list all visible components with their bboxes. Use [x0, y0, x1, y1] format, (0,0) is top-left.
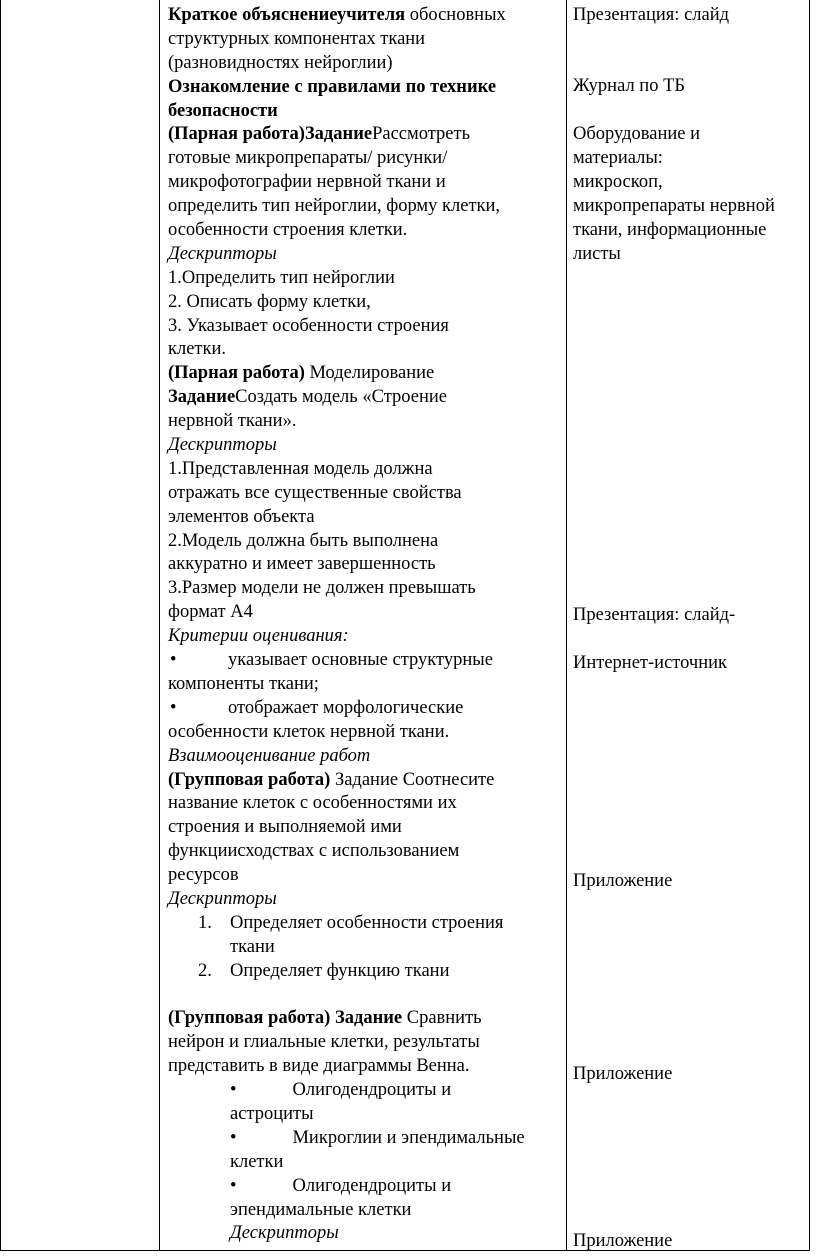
text-line: название клеток с особенностями их — [168, 793, 457, 814]
safety-heading: Ознакомление с правилами по технике — [168, 76, 497, 97]
resource-equipment: материалы: — [573, 148, 663, 168]
descriptor-item: аккуратно и имеет завершенность — [168, 554, 436, 575]
descriptor-item: 1.Представленная модель должна — [168, 458, 433, 479]
descriptor-item: 1.Определить тип нейроглии — [168, 267, 395, 288]
resource-presentation: Презентация: слайд — [573, 5, 730, 25]
descriptor-item: отражать все существенные свойства — [168, 482, 462, 503]
pair-work-task-2-line: ЗаданиеСоздать модель «Строение — [168, 387, 447, 408]
resource-equipment: микропрепараты нервной — [573, 196, 775, 216]
teacher-explanation: Краткое объяснениеучителя обосновных — [168, 5, 506, 25]
resource-equipment: микроскоп, — [573, 172, 663, 192]
criteria-item: • отображает морфологические — [168, 697, 562, 721]
resource-equipment: Оборудование и — [573, 124, 701, 144]
resource-appendix: Приложение — [573, 1231, 673, 1251]
column-divider-1 — [159, 0, 160, 1250]
descriptors-heading: Дескрипторы — [230, 1223, 339, 1244]
text-line: эпендимальные клетки — [230, 1199, 412, 1220]
descriptors-heading: Дескрипторы — [168, 435, 277, 456]
descriptor-item: элементов объекта — [168, 506, 315, 527]
text-line: астроциты — [230, 1103, 314, 1124]
text-line: строения и выполняемой ими — [168, 817, 402, 838]
descriptor-item: 2. Описать форму клетки, — [168, 291, 371, 312]
text-line: компоненты ткани; — [168, 673, 319, 694]
criteria-heading: Критерии оценивания: — [168, 626, 349, 647]
resource-appendix: Приложение — [573, 871, 673, 891]
blank-line — [168, 984, 562, 1008]
criteria-item: • указывает основные структурные — [168, 649, 562, 673]
descriptor-item: 3.Размер модели не должен превышать — [168, 578, 476, 599]
text-line: определить тип нейроглии, форму клетки, — [168, 196, 501, 217]
resource-internet: Интернет-источник — [573, 653, 727, 673]
venn-item: • Микроглии и эпендимальные — [230, 1127, 525, 1148]
text-line: (разновидностях нейроглии) — [168, 52, 393, 73]
descriptor-item: 2.Модель должна быть выполнена — [168, 530, 439, 551]
text-line: функциисходствах с использованием — [168, 841, 460, 862]
resource-presentation-2: Презентация: слайд- — [573, 605, 736, 625]
descriptors-heading: Дескрипторы — [168, 888, 277, 909]
text-line: готовые микропрепараты/ рисунки/ — [168, 148, 448, 169]
numbered-descriptor: 1. Определяет особенности строения — [198, 912, 504, 933]
peer-assessment: Взаимооценивание работ — [168, 745, 371, 766]
text-line: нервной ткани». — [168, 411, 297, 432]
safety-heading-cont: безопасности — [168, 100, 278, 121]
bullet: • — [170, 650, 177, 671]
table-border-left — [0, 0, 1, 1250]
text-line: представить в виде диаграммы Венна. — [168, 1056, 470, 1077]
pair-work-task-2: (Парная работа) Моделирование — [168, 363, 435, 384]
descriptor-item: формат А4 — [168, 602, 253, 623]
text-line: нейрон и глиальные клетки, результаты — [168, 1032, 480, 1053]
group-work-task-2: (Групповая работа) Задание Сравнить — [168, 1008, 482, 1029]
table-border-bottom — [0, 1250, 810, 1251]
resources-column — [573, 4, 811, 1250]
pair-work-task-1: (Парная работа)ЗаданиеРассмотреть — [168, 124, 471, 145]
text-line: структурных компонентах ткани — [168, 28, 426, 49]
resource-equipment: ткани, информационные — [573, 220, 767, 240]
column-divider-2 — [566, 0, 567, 1250]
numbered-descriptor: 2. Определяет функцию ткани — [198, 960, 450, 981]
text-line: особенности клеток нервной ткани. — [168, 721, 450, 742]
descriptor-item: клетки. — [168, 339, 227, 360]
lesson-activities-column — [168, 4, 562, 1246]
venn-item: • Олигодендроциты и — [230, 1080, 452, 1101]
venn-item: • Олигодендроциты и — [230, 1175, 452, 1196]
descriptor-item: 3. Указывает особенности строения — [168, 315, 449, 336]
resource-appendix: Приложение — [573, 1064, 673, 1084]
text-line: ткани — [230, 936, 275, 957]
descriptors-heading: Дескрипторы — [168, 243, 277, 264]
bullet: • — [170, 697, 177, 718]
text-line: особенности строения клетки. — [168, 220, 408, 241]
resource-safety-journal: Журнал по ТБ — [573, 76, 686, 96]
text-line: микрофотографии нервной ткани и — [168, 172, 446, 193]
resource-equipment: листы — [573, 244, 621, 264]
group-work-task-1: (Групповая работа) Задание Соотнесите — [168, 769, 495, 790]
text-line: клетки — [230, 1151, 284, 1172]
text-line: ресурсов — [168, 865, 239, 886]
